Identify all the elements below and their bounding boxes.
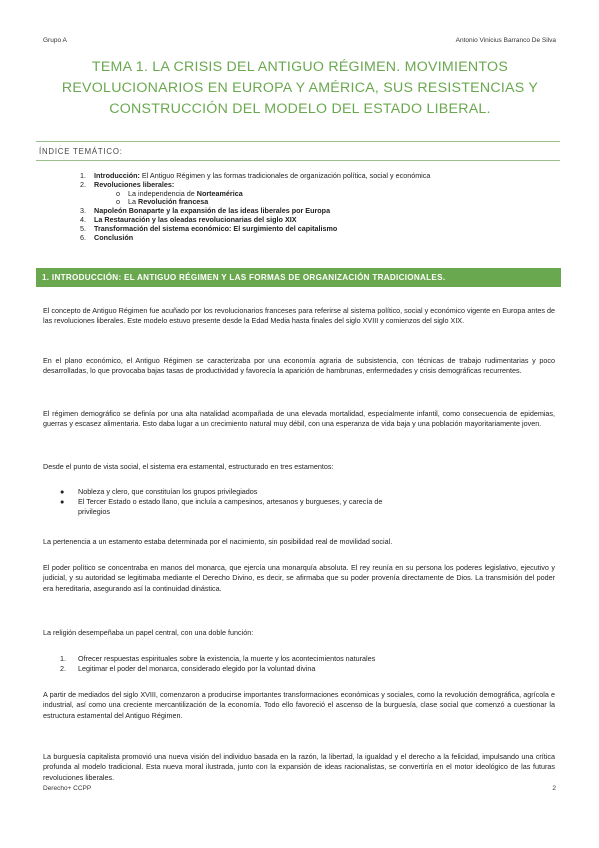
paragraph: El régimen demográfico se definía por una alta natalidad acompañada de una elevada mortalidad, especialmente infantil, como consecuencia de epidemias, guerras y escasez alimentaria. Esto daba lugar a un crecimiento natural muy débil, con una esperanza de vida baja y una población mayoritariamente joven. xyxy=(43,409,555,429)
page-title xyxy=(60,57,540,120)
toc-item: 5. Transformación del sistema económico: El surgimiento del capitalismo xyxy=(80,223,338,233)
divider-index xyxy=(36,160,560,161)
title-line-1: TEMA 1. LA CRISIS DEL ANTIGUO RÉGIMEN. MOVIMIENTOS xyxy=(91,59,509,75)
toc-item: 1. Introducción: El Antiguo Régimen y las formas tradicionales de organización política, social y económica xyxy=(80,171,431,180)
paragraph: En el plano económico, el Antiguo Régimen se caracterizaba por una economía agraria de subsistencia, con técnicas de trabajo rudimentarias y poco desarrolladas, lo que provocaba bajas tasas de productividad y favorecía la aparición de hambrunas, enfermedades y crisis demográficas recurrentes. xyxy=(43,356,555,376)
page-number: 2 xyxy=(552,785,556,792)
religion-list xyxy=(60,654,555,674)
paragraph: El poder político se concentraba en manos del monarca, que ejercía una monarquía absoluta. El rey reunía en su persona los poderes legislativo, ejecutivo y judicial, y su autoridad se legitimaba mediante el Derecho Divino, es decir, se afirmaba que su poder provenía directamente de Dios. La transmisión del poder era hereditaria, asegurando así la continuidad dinástica. xyxy=(43,563,555,593)
toc-item: 2. Revoluciones liberales: xyxy=(80,179,175,189)
index-title: ÍNDICE TEMÁTICO: xyxy=(39,147,123,156)
paragraph: El concepto de Antiguo Régimen fue acuñado por los revolucionarios franceses para referirse al sistema político, social y económico vigente en Europa antes de las revoluciones liberales. Este modelo estuvo presente desde la Edad Media hasta finales del siglo XVIII y comienzos del siglo XIX. xyxy=(43,306,555,326)
paragraph: A partir de mediados del siglo XVIII, comenzaron a producirse importantes transformaciones económicas y sociales, como la revolución demográfica, agrícola e industrial, así como una creciente mercantilización de la economía. Todo ello favoreció el ascenso de la burguesía, clase social que comenzó a cuestionar la estructura estamental del Antiguo Régimen. xyxy=(43,690,555,720)
list-item: ● Nobleza y clero, que constituían los grupos privilegiados xyxy=(60,487,258,496)
toc-item: 4. La Restauración y las oleadas revolucionarias del siglo XIX xyxy=(80,214,297,224)
toc-subitem: o La independencia de Norteamérica xyxy=(116,188,243,198)
table-of-contents xyxy=(80,172,430,242)
list-item: ● El Tercer Estado o estado llano, que incluía a campesinos, artesanos y burgueses, y carecía de xyxy=(60,497,383,507)
list-item: 1. Ofrecer respuestas espirituales sobre la existencia, la muerte y los acontecimientos naturales xyxy=(60,654,376,663)
section-heading: 1. INTRODUCCIÓN: EL ANTIGUO RÉGIMEN Y LAS FORMAS DE ORGANIZACIÓN TRADICIONALES. xyxy=(36,268,561,287)
header-group: Grupo A xyxy=(43,37,67,44)
title-line-3: CONSTRUCCIÓN DEL MODELO DEL ESTADO LIBERAL. xyxy=(109,101,491,117)
divider-top xyxy=(36,141,560,142)
paragraph: La burguesía capitalista promovió una nueva visión del individuo basada en la razón, la libertad, la igualdad y el derecho a la felicidad, impulsando una crítica profunda al modelo tradicional. Esta nueva moral ilustrada, junto con la expansión de ideas racionalistas, se convertiría en el motor ideológico de las futuras revoluciones liberales. xyxy=(43,752,555,782)
paragraph: La pertenencia a un estamento estaba determinada por el nacimiento, sin posibilidad real de movilidad social. xyxy=(43,537,393,546)
estates-list xyxy=(60,487,555,518)
paragraph: Desde el punto de vista social, el sistema era estamental, estructurado en tres estamentos: xyxy=(43,462,334,471)
header-author: Antonio Vinicius Barranco De Silva xyxy=(455,37,556,44)
paragraph: La religión desempeñaba un papel central, con una doble función: xyxy=(43,628,254,637)
list-item: 2. Legitimar el poder del monarca, considerado elegido por la voluntad divina xyxy=(60,664,316,674)
title-line-2: REVOLUCIONARIOS EN EUROPA Y AMÉRICA, SUS RESISTENCIAS Y xyxy=(61,80,539,96)
footer-label: Derecho+ CCPP xyxy=(43,785,92,792)
toc-item: 3. Napoleón Bonaparte y la expansión de las ideas liberales por Europa xyxy=(80,206,331,216)
toc-item: 6. Conclusión xyxy=(80,232,134,242)
toc-subitem: o La Revolución francesa xyxy=(116,197,209,207)
list-item-continuation: privilegios xyxy=(78,507,110,517)
